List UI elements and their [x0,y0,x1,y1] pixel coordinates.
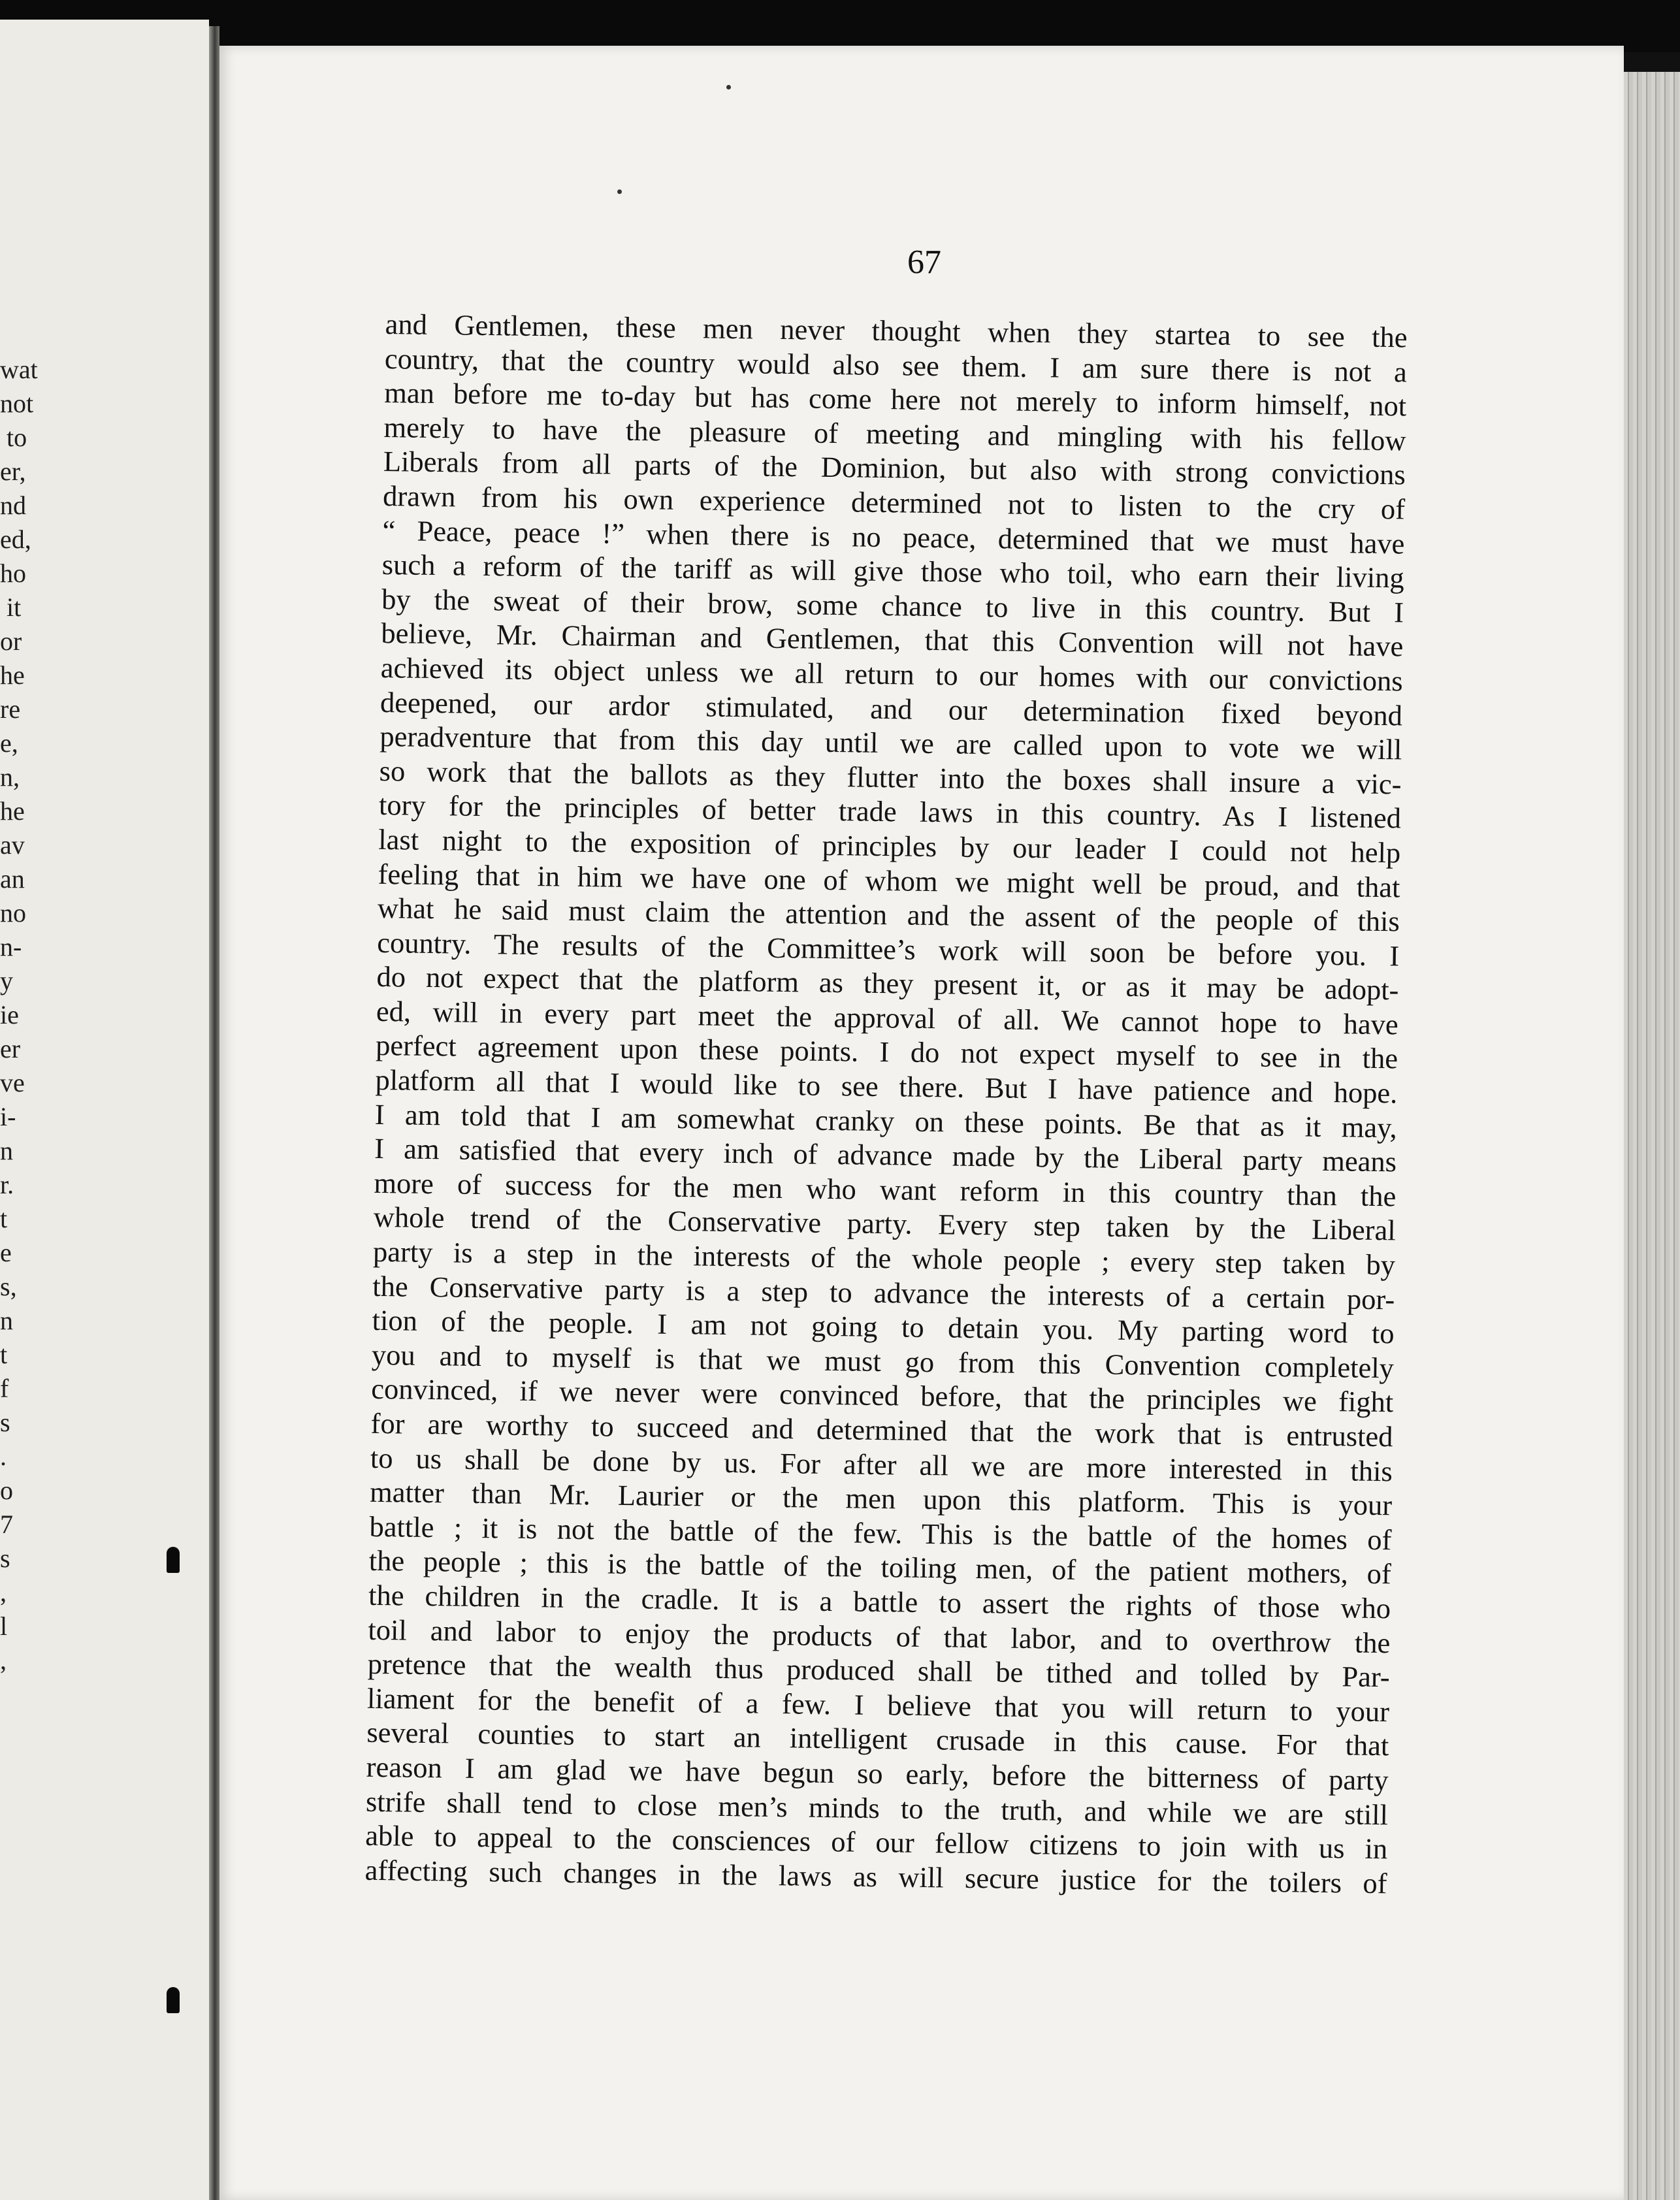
left-page-fragment: er [0,1034,21,1063]
left-page-fragment: or [0,626,22,656]
text-line: by the sweat of their brow, some chance to live in this country. But I [381,582,1404,629]
left-page-edge [0,20,209,2200]
text-line: toil and labor to enjoy the products of that labor, and to overthrow the [368,1613,1391,1659]
text-line: country. The results of the Committee’s work will soon be before you. I [376,926,1400,973]
text-line: for are worthy to succeed and determined that the work that is entrusted [370,1406,1393,1453]
left-page-fragment: he [0,796,25,826]
text-line: merely to have the pleasure of meeting and mingling with his fellow [383,410,1406,457]
text-line: ed, will in every part meet the approval of all. We cannot hope to have [376,994,1399,1041]
left-page-fragment: n [0,1306,13,1335]
text-line: I am satisfied that every inch of advance made by the Liberal party means [374,1132,1397,1178]
binding-thread-mark [167,1547,180,1573]
text-line: more of success for the men who want reform in this country than the [374,1166,1397,1213]
left-page-fragment: he [0,660,25,690]
text-line: convinced, if we never were convinced before, that the principles we fight [370,1372,1394,1419]
left-page-fragment: ve [0,1068,25,1097]
left-page-fragment: i- [0,1102,16,1131]
text-line: the Conservative party is a step to advance the interests of a certain por- [372,1269,1395,1316]
text-line: tion of the people. I am not going to detain you. My parting word to [372,1304,1395,1350]
left-page-fragment: nd [0,491,26,520]
left-page-fragment: . [0,1442,7,1471]
left-page-fragment: l [0,1611,8,1641]
page-block-edge [1624,72,1680,2200]
left-page-fragment: an [0,864,25,894]
text-line: peradventure that from this day until we are called upon to vote we will [380,720,1402,766]
left-page-fragment: t [0,1340,8,1369]
left-page-fragment: s [0,1544,10,1573]
text-line: do not expect that the platform as they present it, or as it may be adopt- [376,960,1399,1007]
text-line: battle ; it is not the battle of the few. This is the battle of the homes of [369,1510,1392,1557]
text-line: country, that the country would also see them. I am sure there is not a [384,342,1408,389]
binding-thread-mark [167,1987,180,2013]
text-line: matter than Mr. Laurier or the men upon this platform. This is your [369,1476,1393,1522]
text-line: several counties to start an intelligent crusade in this cause. For that [366,1716,1389,1762]
text-line: Liberals from all parts of the Dominion, but also with strong convictions [383,445,1406,491]
text-line: achieved its object unless we all return to our homes with our convictions [380,651,1403,698]
text-line: deepened, our ardor stimulated, and our determination fixed beyond [380,685,1403,732]
text-line: party is a step in the interests of the whole people ; every step taken by [372,1235,1396,1282]
text-line: what he said must claim the attention and the assent of the people of this [377,892,1400,938]
left-page-fragment: no [0,898,26,928]
left-page-fragment: o [0,1476,13,1505]
text-line: tory for the principles of better trade laws in this country. As I listened [378,788,1402,835]
left-page-fragment: s, [0,1272,17,1301]
text-line: whole trend of the Conservative party. Every step taken by the Liberal [373,1201,1396,1247]
text-line: such a reform of the tariff as will give those who toil, who earn their living [381,548,1405,594]
text-line: last night to the exposition of principles by our leader I could not help [378,822,1401,869]
text-line: to us shall be done by us. For after all we are more interested in this [370,1441,1393,1487]
text-line: strife shall tend to close men’s minds to the truth, and while we are still [365,1785,1389,1831]
text-line: and Gentlemen, these men never thought when they startea to see the [385,307,1408,354]
left-page-fragment: y [0,966,13,995]
left-page-fragment: ed, [0,525,31,554]
text-line: man before me to-day but has come here not merely to inform himself, not [383,376,1407,423]
left-page-fragment: e, [0,728,18,758]
text-line: pretence that the wealth thus produced shall be tithed and tolled by Par- [367,1647,1391,1694]
book-gutter [209,26,219,2200]
left-page-fragment: ie [0,1000,19,1029]
text-line: affecting such changes in the laws as will secure justice for the toilers of [364,1853,1387,1900]
text-line: believe, Mr. Chairman and Gentlemen, that this Convention will not have [381,617,1404,663]
page-speck [726,85,731,89]
left-page-fragment: 7 [0,1510,13,1539]
left-page-fragment: ho [0,558,26,588]
left-page-fragment: re [0,694,21,724]
text-line: the people ; this is the battle of the toiling men, of the patient mothers, of [368,1544,1392,1591]
left-page-fragment: , [0,1577,7,1607]
left-page-text-fragments [0,353,78,1677]
text-line: able to appeal to the consciences of our fellow citizens to join with us in [365,1819,1388,1866]
text-line: you and to myself is that we must go from this Convention completely [371,1338,1395,1385]
left-page-fragment: n- [0,932,22,962]
left-page-fragment: n, [0,762,20,792]
left-page-fragment: er, [0,457,26,486]
text-line: drawn from his own experience determined not to listen to the cry of [382,479,1406,526]
left-page-fragment: , [0,1645,7,1675]
left-page-fragment: not [0,389,34,418]
text-line: platform all that I would like to see there. But I have patience and hope. [375,1063,1398,1110]
page-number: 67 [907,244,941,281]
left-page-fragment: it [0,592,22,622]
page-speck [617,189,622,194]
left-page-fragment: s [0,1408,10,1437]
text-line: feeling that in him we have one of whom we might well be proud, and that [378,857,1400,903]
left-page-fragment: f [0,1374,9,1403]
scan-background [0,0,1680,52]
left-page-fragment: wat [0,355,38,384]
text-line: liament for the benefit of a few. I believe that you will return to your [366,1681,1390,1728]
text-line: perfect agreement upon these points. I do not expect myself to see in the [375,1029,1398,1075]
text-line: I am told that I am somewhat cranky on these points. Be that as it may, [374,1097,1398,1144]
left-page-fragment: t [0,1204,8,1233]
body-text [364,307,1408,1901]
left-page-fragment: r. [0,1170,14,1199]
left-page-fragment: e [0,1238,12,1267]
left-page-fragment: n [0,1136,13,1165]
text-line: so work that the ballots as they flutter into the boxes shall insure a vic- [379,754,1402,801]
text-line: reason I am glad we have begun so early, before the bitterness of party [366,1750,1389,1797]
text-line: “ Peace, peace !” when there is no peace, determined that we must have [382,513,1405,560]
left-page-fragment: av [0,830,25,860]
text-line: the children in the cradle. It is a battle to assert the rights of those who [368,1578,1391,1625]
left-page-fragment: to [0,423,27,452]
